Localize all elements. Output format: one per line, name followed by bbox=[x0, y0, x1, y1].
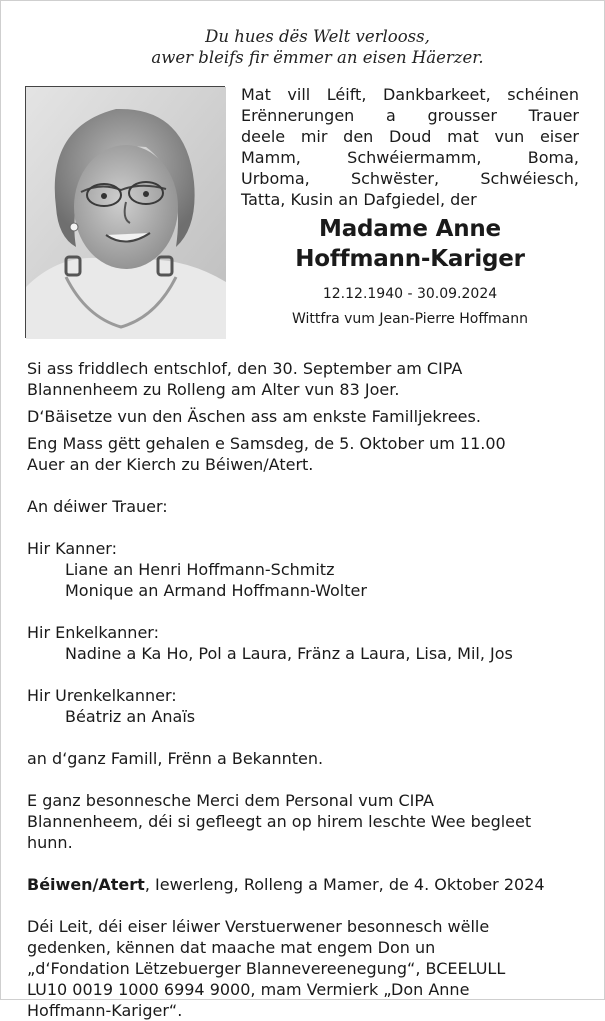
mass-line: Eng Mass gëtt gehalen e Samsdeg, de 5. Oktober um 11.00 bbox=[27, 434, 506, 453]
intro-line: Mamm, Schwéiermamm, Boma, bbox=[241, 148, 579, 167]
intro-line: Tatta, Kusin an Dafgiedel, der bbox=[241, 190, 477, 209]
mourning-intro: An déiwer Trauer: bbox=[27, 497, 168, 516]
thanks-line: E ganz besonnesche Merci dem Personal vum CIPA bbox=[27, 791, 434, 810]
portrait-photo bbox=[25, 86, 225, 338]
epigraph-line-1: Du hues dës Welt verlooss, bbox=[205, 27, 430, 46]
intro-line: deele mir den Doud mat vun eiser bbox=[241, 127, 579, 146]
widow-of: Wittfra vum Jean-Pierre Hoffmann bbox=[292, 311, 528, 327]
thanks-line: hunn. bbox=[27, 833, 73, 852]
child-entry: Liane an Henri Hoffmann-Schmitz bbox=[65, 560, 335, 579]
place-date-line bbox=[27, 874, 583, 895]
notice-body bbox=[27, 358, 583, 1021]
thanks-line: Blannenheem, déi si gefleegt an op hirem leschte Wee begleet bbox=[27, 812, 532, 831]
child-entry: Monique an Armand Hoffmann-Wolter bbox=[65, 581, 367, 600]
epigraph bbox=[0, 26, 605, 68]
intro-line: Mat vill Léift, Dankbarkeet, schéinen bbox=[241, 85, 579, 104]
family-line: an d‘ganz Famill, Frënn a Bekannten. bbox=[27, 749, 324, 768]
mass-line: Auer an der Kierch zu Béiwen/Atert. bbox=[27, 455, 314, 474]
portrait-illustration bbox=[26, 87, 226, 339]
passing-line: Si ass friddlech entschlof, den 30. September am CIPA bbox=[27, 359, 463, 378]
children-label: Hir Kanner: bbox=[27, 539, 117, 558]
epigraph-line-2: awer bleifs fir ëmmer an eisen Häerzer. bbox=[151, 48, 484, 67]
deceased-name-line-1: Madame Anne bbox=[319, 216, 501, 242]
donation-line: Hoffmann-Kariger“. bbox=[27, 1001, 183, 1020]
burial-line: D‘Bäisetze vun den Äschen ass am enkste Familljekrees. bbox=[27, 407, 481, 426]
donation-line: gedenken, kënnen dat maache mat engem Don un bbox=[27, 938, 436, 957]
grandchildren-label: Hir Enkelkanner: bbox=[27, 623, 159, 642]
life-dates: 12.12.1940 - 30.09.2024 bbox=[322, 286, 498, 302]
intro-line: Erënnerungen a grousser Trauer bbox=[241, 106, 579, 125]
deceased-name-line-2: Hoffmann-Kariger bbox=[295, 246, 525, 272]
intro-line: Urboma, Schwëster, Schwéiesch, bbox=[241, 169, 579, 188]
place-rest: , Iewerleng, Rolleng a Mamer, de 4. Oktober 2024 bbox=[144, 875, 545, 894]
grandchildren-entry: Nadine a Ka Ho, Pol a Laura, Fränz a Laura, Lisa, Mil, Jos bbox=[65, 644, 513, 663]
deceased-name bbox=[241, 214, 579, 274]
greatgrandchildren-label: Hir Urenkelkanner: bbox=[27, 686, 177, 705]
donation-line: Déi Leit, déi eiser léiwer Verstuerwener besonnesch wëlle bbox=[27, 917, 490, 936]
donation-line: „d‘Fondation Lëtzebuerger Blannevereenegung“, BCEELULL bbox=[27, 959, 506, 978]
place-bold: Béiwen/Atert bbox=[27, 875, 145, 894]
donation-line: LU10 0019 1000 6994 9000, mam Vermierk „Don Anne bbox=[27, 980, 470, 999]
greatgrandchildren-entry: Béatriz an Anaïs bbox=[65, 707, 196, 726]
passing-line: Blannenheem zu Rolleng am Alter vun 83 Joer. bbox=[27, 380, 400, 399]
intro-text bbox=[241, 84, 579, 210]
